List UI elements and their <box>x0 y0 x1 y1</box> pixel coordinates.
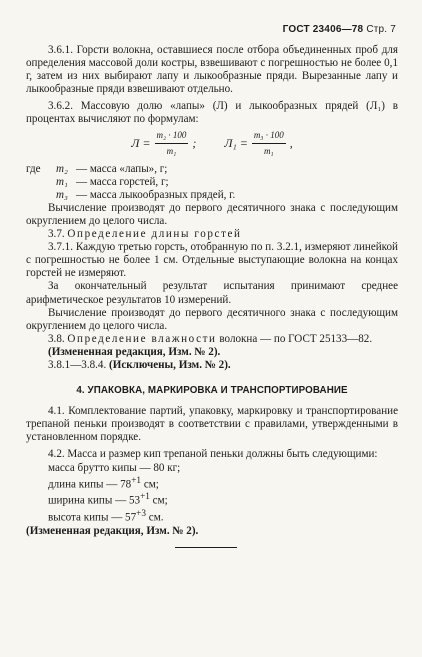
formula-pryadi-numerator: m₃ · 100 <box>252 129 286 144</box>
excluded-note: (Исключены, Изм. № 2). <box>109 358 231 371</box>
spec-tolerance: +1 <box>131 475 142 486</box>
calculation-note-1: Вычисление производят до первого десятичного знака с последующим округлением до целого числа. <box>26 201 398 227</box>
standard-number: ГОСТ 23406—78 <box>282 24 364 35</box>
amendment-note-2: (Измененная редакция, Изм. № 2). <box>26 524 199 537</box>
spec-label: высота кипы — 57 <box>48 511 137 524</box>
formula-lapa-separator: ; <box>192 136 197 151</box>
legend-row <box>26 189 398 202</box>
calculation-note-2: Вычисление производят до первого десятичного знака с последующим округлением до целого числа. <box>26 306 398 332</box>
paragraph-3-8-1 <box>26 359 398 372</box>
spec-label: масса брутто кипы — 80 кг; <box>48 461 181 474</box>
legend-row <box>26 176 398 189</box>
paragraph-4-1: 4.1. Комплектование партий, упаковку, маркировку и транспортирование трепаной пеньки производят в соответствии с правилами, утвержденными в установленном порядке. <box>26 405 398 444</box>
formula-lapa-lhs: Л = <box>131 136 151 151</box>
spec-unit: см; <box>141 478 159 491</box>
formulas <box>26 127 398 161</box>
legend-symbol: m₁ <box>56 175 68 188</box>
spec-unit: см. <box>146 511 164 524</box>
formula-lapa-numerator: m₂ · 100 <box>155 129 189 144</box>
section-4-title: 4. УПАКОВКА, МАРКИРОВКА И ТРАНСПОРТИРОВАНИЕ <box>76 385 348 397</box>
page-number: Стр. 7 <box>366 24 396 35</box>
formula-lapa <box>131 129 196 158</box>
paragraph-3-8 <box>26 333 398 346</box>
spec-item <box>48 462 398 475</box>
spec-item <box>48 475 398 492</box>
formula-pryadi-fraction <box>252 129 286 158</box>
formula-lapa-denominator: m₁ <box>166 146 177 157</box>
clause-number: 3.8. <box>48 332 65 345</box>
clause-rest: волокна — по ГОСТ 25133—82. <box>219 332 373 345</box>
paragraph-3-6-2: 3.6.2. Массовую долю «лапы» (Л) и лыкообразных прядей (Л₁) в процентах вычисляют по формулам: <box>26 100 398 126</box>
final-result-note: За окончательный результат испытания принимают среднее арифметическое результатов 10 измерений. <box>26 280 398 306</box>
page-header <box>283 24 396 35</box>
spec-unit: см; <box>149 495 168 508</box>
legend-text: — масса лыкообразных прядей, г. <box>76 188 236 201</box>
spec-label: длина кипы — 78 <box>48 478 132 491</box>
spec-tolerance: +3 <box>136 509 146 520</box>
legend-row <box>26 163 398 176</box>
paragraph-4-2: 4.2. Масса и размер кип трепаной пеньки должны быть следующими: <box>48 448 378 461</box>
legend-text: — масса горстей, г; <box>76 175 169 188</box>
formula-pryadi <box>224 129 292 158</box>
bale-specs <box>26 462 398 525</box>
paragraph-3-7-1: 3.7.1. Каждую третью горсть, отобранную по п. 3.2.1, измеряют линейкой с погрешностью не более 1 см. Отдельные выступающие волокна на концах горстей не измеряют. <box>26 241 398 280</box>
document-body <box>26 44 398 538</box>
clause-range: 3.8.1—3.8.4. <box>48 358 107 371</box>
formula-pryadi-lhs: Л₁ = <box>224 136 248 151</box>
legend-symbol: m₂ <box>56 162 68 175</box>
spec-item <box>48 508 398 525</box>
paragraph-3-7 <box>26 228 398 241</box>
legend-text: — масса «лапы», г; <box>76 162 168 175</box>
legend-where-word: где <box>26 162 41 175</box>
formula-pryadi-tail: , <box>289 136 293 151</box>
clause-number: 3.7. <box>48 228 65 241</box>
amendment-note-1: (Измененная редакция, Изм. № 2). <box>48 345 221 358</box>
legend-symbol: m₃ <box>56 188 68 201</box>
paragraph-3-6-1: 3.6.1. Горсти волокна, оставшиеся после отбора объединенных проб для определения массовой доли костры, взвешивают с погрешностью не более 0,1 г, затем из них выбирают лапу и лыкообразные пряди. Вырезанные лапу и лыкообразные пряди взвешивают отдельно. <box>26 44 398 96</box>
spec-tolerance: +1 <box>140 492 150 503</box>
end-divider <box>175 547 237 548</box>
clause-title: Определение влажности <box>67 332 217 345</box>
spec-label: ширина кипы — 53 <box>48 495 141 508</box>
formula-pryadi-denominator: m₁ <box>263 146 274 157</box>
spec-item <box>48 491 398 508</box>
formula-lapa-fraction <box>155 129 189 158</box>
clause-title: Определение длины горстей <box>67 228 242 241</box>
variable-legend <box>26 163 398 202</box>
